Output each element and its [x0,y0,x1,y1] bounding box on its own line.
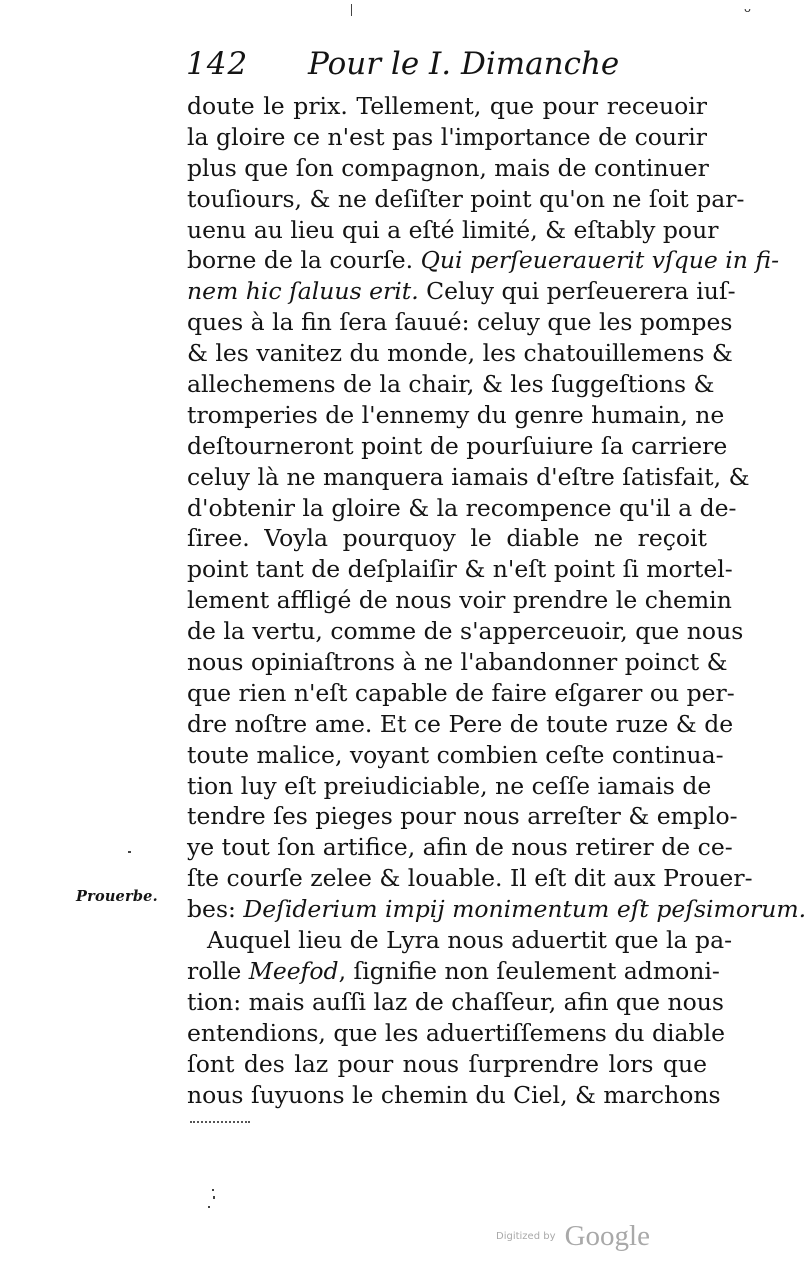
text-line [187,863,753,894]
text-run: dre noſtre ame. Et ce Pere de toute ruze & de [187,709,734,738]
google-logo: Google [564,1220,650,1252]
scan-corner-mark: ᵕ [744,2,752,23]
ink-speck [208,1206,210,1208]
text-line [187,215,719,246]
ink-speck [351,4,352,16]
margin-note: Prouerbe. [76,888,158,905]
text-line [187,493,737,524]
text-run: & les vanitez du monde, les chatouillemens & [187,339,733,368]
text-run: ſont des laz pour nous ſurprendre lors que [187,1049,707,1078]
text-line [187,307,733,338]
latin-quote: Qui perſeuerauerit vſque in fi- [420,246,780,275]
text-run: toute malice, voyant combien ceſte continua- [187,740,724,769]
latin-quote: Deſiderium impij monimentum eſt peſsimorum. [243,895,806,924]
text-line [187,122,707,153]
text-run: plus que ſon compagnon, mais de continuer [187,153,709,182]
text-line [187,771,712,802]
body-text [187,91,806,1110]
text-run: lement affligé de nous voir prendre le chemin [187,586,732,615]
text-line [187,740,724,771]
text-line [187,925,733,956]
text-line [187,184,745,215]
page-number: 142 [186,46,249,82]
text-run: Celuy qui perſeuerera iuſ- [418,277,736,306]
latin-quote: nem hic ſaluus erit. [187,277,419,306]
text-run: rolle [187,956,249,985]
ink-speck [212,1189,214,1191]
text-run: Auquel lieu de Lyra nous aduertit que la pa- [207,926,733,955]
text-line [187,647,728,678]
text-line [187,91,707,122]
text-line [187,245,780,276]
text-run: nous opiniaſtrons à ne l'abandonner poinct & [187,648,728,677]
text-line [187,400,725,431]
text-run: ſte courſe zelee & louable. Il eſt dit aux Prouer- [187,864,753,893]
digitized-watermark [496,1220,650,1253]
text-line [187,276,736,307]
page-header [186,46,706,92]
text-run: tion luy eſt preiudiciable, ne ceſſe iamais de [187,771,712,800]
text-run: deſtourneront point de pourſuiure ſa carriere [187,431,728,460]
text-run: d'obtenir la gloire & la recompence qu'il a de- [187,493,737,522]
text-run: point tant de deſplaiſir & n'eſt point ſi mortel- [187,555,733,584]
text-run: tromperies de l'ennemy du genre humain, ne [187,400,725,429]
text-line [187,956,720,987]
cut-off-line-fragment [190,1121,250,1127]
text-line [187,1049,707,1080]
text-run: de la vertu, comme de s'apperceuoir, que nous [187,617,744,646]
text-line [187,431,728,462]
text-line [187,1018,726,1049]
text-line [187,616,744,647]
text-line [187,585,732,616]
text-run: que rien n'eſt capable de faire eſgarer ou per- [187,678,735,707]
text-run: tion: mais auſſi laz de chaſſeur, afin que nous [187,987,724,1016]
text-run: nous ſuyuons le chemin du Ciel, & marchons [187,1080,721,1109]
text-line [187,523,707,554]
text-run: doute le prix. Tellement, que pour receuoir [187,92,707,120]
watermark-prefix: Digitized by [496,1231,556,1242]
text-run: ques à la fin ſera ſauué: celuy que les pompes [187,308,733,337]
text-line [187,894,806,925]
text-line [187,678,735,709]
latin-quote: Meefod [248,956,339,985]
text-run: la gloire ce n'est pas l'importance de courir [187,122,707,151]
text-line [187,801,738,832]
text-line [187,554,733,585]
running-title: Pour le I. Dimanche [308,46,620,82]
ink-speck [213,1196,215,1199]
text-run: borne de la courſe. [187,246,421,275]
text-run: tendre ſes pieges pour nous arreſter & emplo- [187,802,738,831]
text-line [187,987,724,1018]
text-line [187,462,750,493]
text-run: ſiree. Voyla pourquoy le diable ne reçoit [187,524,707,553]
text-line [187,153,707,184]
text-run: celuy là ne manquera iamais d'eſtre ſatisfait, & [187,462,750,491]
text-run: , ſignifie non ſeulement admoni- [338,956,720,985]
text-run: ye tout ſon artifice, afin de nous retirer de ce- [187,833,733,862]
text-run: bes: [187,895,244,924]
text-line [187,709,734,740]
text-line [187,369,715,400]
text-run: allechemens de la chair, & les ſuggeſtions & [187,370,715,399]
text-run: entendions, que les aduertiſſemens du diable [187,1018,726,1047]
text-run: touſiours, & ne deſiſter point qu'on ne ſoit par- [187,184,745,213]
ink-speck [128,851,131,853]
text-line [187,832,733,863]
text-run: uenu au lieu qui a eſté limité, & eſtably pour [187,215,719,244]
text-line [187,338,733,369]
text-line [187,1080,721,1111]
